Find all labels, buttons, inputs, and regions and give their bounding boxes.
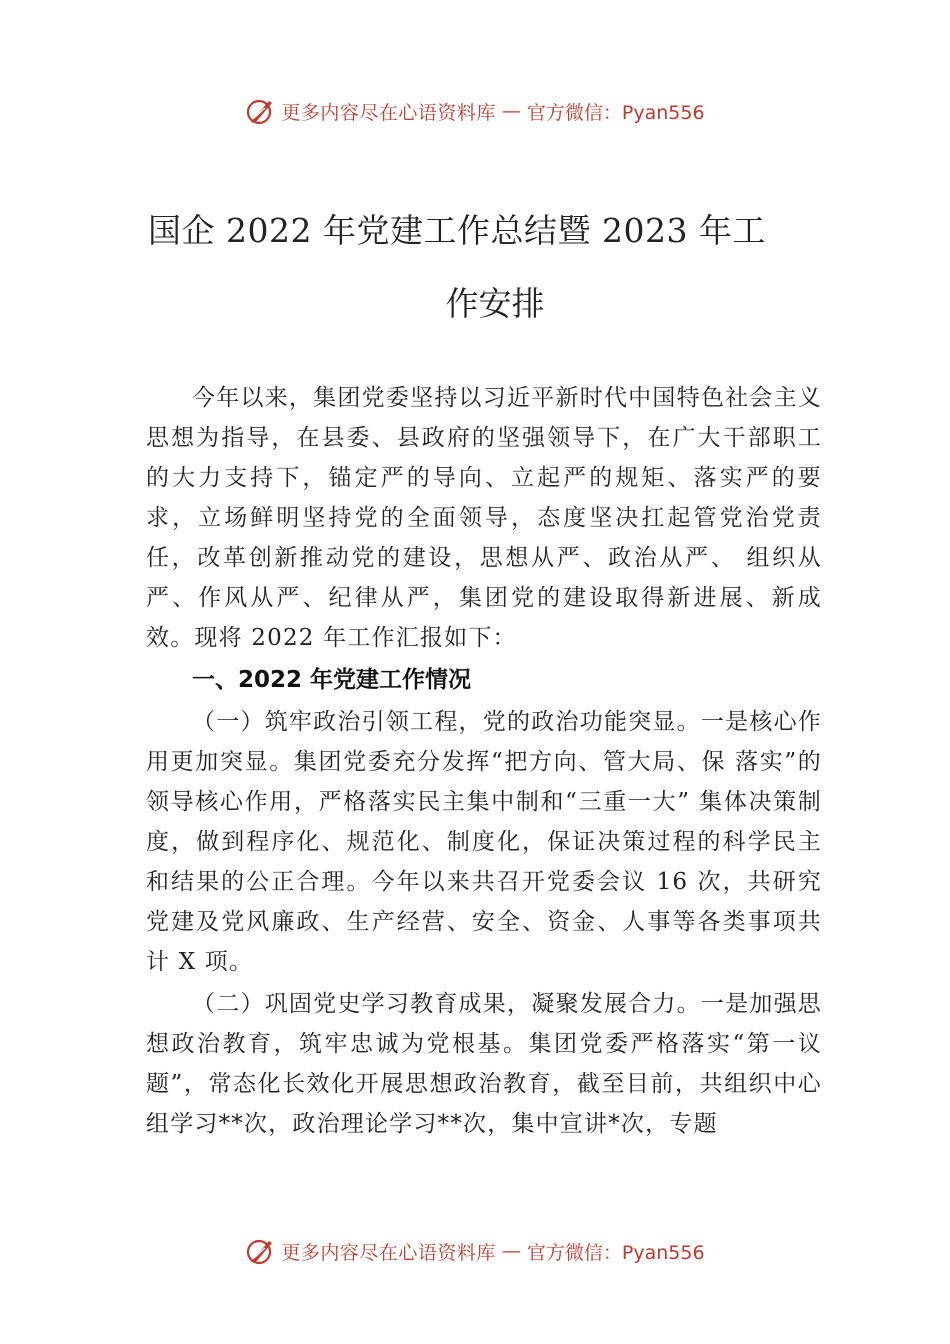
watermark-separator: — <box>501 100 521 122</box>
document-title-line1: 国企 2022 年党建工作总结暨 2023 年工 <box>148 211 766 250</box>
intro-paragraph: 今年以来，集团党委坚持以习近平新时代中国特色社会主义思想为指导，在县委、县政府的坚强领导下，在广大干部职工的大力支持下，锚定严的导向、立起严的规矩、落实严的要求，立场鲜明坚持党的全面领导，态度坚决扛起管党治党责任，改革创新推动党的建设，思想从严、政治从严、 组织从严、作风从严、纪律从严，集团党的建设取得新进展、新成效。现将 2022 年工作汇报如下： <box>146 385 822 651</box>
body-paragraph-2: （二）巩固党史学习教育成果，凝聚发展合力。一是加强思想政治教育，筑牢忠诚为党根基。集团党委严格落实“第一议题”，常态化长效化开展思想政治教育，截至目前，共组织中心组学习**次，政治理论学习**次，集中宣讲*次，专题 <box>146 991 822 1137</box>
body-paragraph-1: （一）筑牢政治引领工程，党的政治功能突显。一是核心作用更加突显。集团党委充分发挥“把方向、管大局、保 落实”的领导核心作用，严格落实民主集中制和“三重一大” 集体决策制度，做到程序化、规范化、制度化，保证决策过程的科学民主和结果的公正合理。今年以来共召开党委会议 16 次，共研究党建及党风廉政、生产经营、安全、资金、人事等各类事项共计 X 项。 <box>146 709 822 975</box>
watermark-footer <box>0 1236 950 1266</box>
quill-logo-icon <box>245 96 275 126</box>
watermark-wechat: 官方微信：Pyan556 <box>526 101 705 124</box>
document-body <box>146 378 822 1144</box>
section-heading: 一、2022 年党建工作情况 <box>192 667 472 693</box>
quill-logo-icon <box>245 1236 275 1266</box>
document-title-line2: 作安排 <box>445 284 545 323</box>
watermark-text: 更多内容尽在心语资料库 <box>281 101 496 124</box>
watermark-separator: — <box>501 1240 521 1262</box>
watermark-wechat: 官方微信：Pyan556 <box>526 1241 705 1264</box>
watermark-text: 更多内容尽在心语资料库 <box>281 1241 496 1264</box>
watermark-header <box>0 96 950 126</box>
